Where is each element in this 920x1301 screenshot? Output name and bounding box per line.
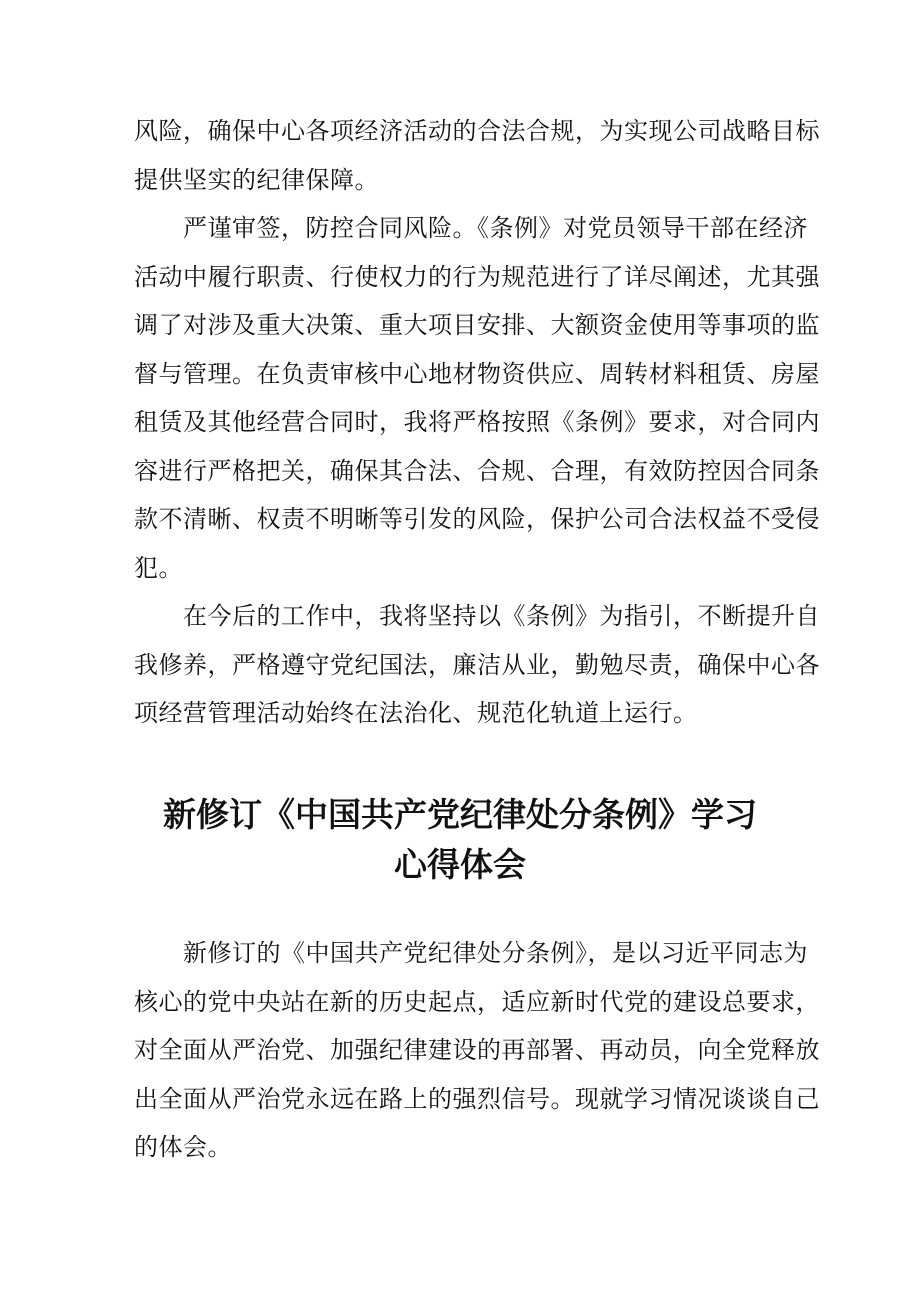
article-title-line: 新修订《中国共产党纪律处分条例》学习 (163, 795, 757, 834)
paragraph-line: 的体会。 (134, 1133, 232, 1161)
paragraph-line: 风险，确保中心各项经济活动的合法合规，为实现公司战略目标 (134, 117, 820, 145)
paragraph-line: 犯。 (134, 553, 183, 582)
paragraph-line: 在今后的工作中，我将坚持以《条例》为指引，不断提升自 (183, 602, 820, 630)
paragraph-line: 容进行严格把关，确保其合法、合规、合理，有效防控因合同条 (134, 456, 820, 485)
paragraph-line: 新修订的《中国共产党纪律处分条例》，是以习近平同志为 (183, 939, 808, 967)
article-title (134, 790, 786, 890)
paragraph-line: 活动中履行职责、行使权力的行为规范进行了详尽阐述，尤其强 (134, 262, 820, 291)
paragraph-line: 出全面从严治党永远在路上的强烈信号。现就学习情况谈谈自己 (134, 1084, 820, 1113)
paragraph-line: 督与管理。在负责审核中心地材物资供应、周转材料租赁、房屋 (134, 359, 820, 388)
paragraph-line: 款不清晰、权责不明晰等引发的风险，保护公司合法权益不受侵 (134, 505, 820, 533)
intro-paragraph (134, 929, 820, 1172)
paragraph-line: 严谨审签，防控合同风险。《条例》对党员领导干部在经济 (183, 214, 808, 242)
contract-review-paragraph (134, 204, 820, 592)
paragraph-line: 我修养，严格遵守党纪国法，廉洁从业，勤勉尽责，确保中心各 (134, 650, 820, 679)
paragraph-line: 租赁及其他经营合同时，我将严格按照《条例》要求，对合同内 (134, 408, 820, 436)
continuation-paragraph (134, 107, 820, 204)
article-title-line: 心得体会 (394, 845, 526, 884)
paragraph-line: 调了对涉及重大决策、重大项目安排、大额资金使用等事项的监 (134, 311, 820, 339)
future-work-paragraph (134, 592, 820, 738)
paragraph-line: 对全面从严治党、加强纪律建设的再部署、再动员，向全党释放 (134, 1036, 820, 1064)
paragraph-line: 提供坚实的纪律保障。 (134, 165, 379, 194)
paragraph-line: 核心的党中央站在新的历史起点，适应新时代党的建设总要求， (134, 987, 820, 1016)
paragraph-line: 项经营管理活动始终在法治化、规范化轨道上运行。 (134, 699, 698, 727)
